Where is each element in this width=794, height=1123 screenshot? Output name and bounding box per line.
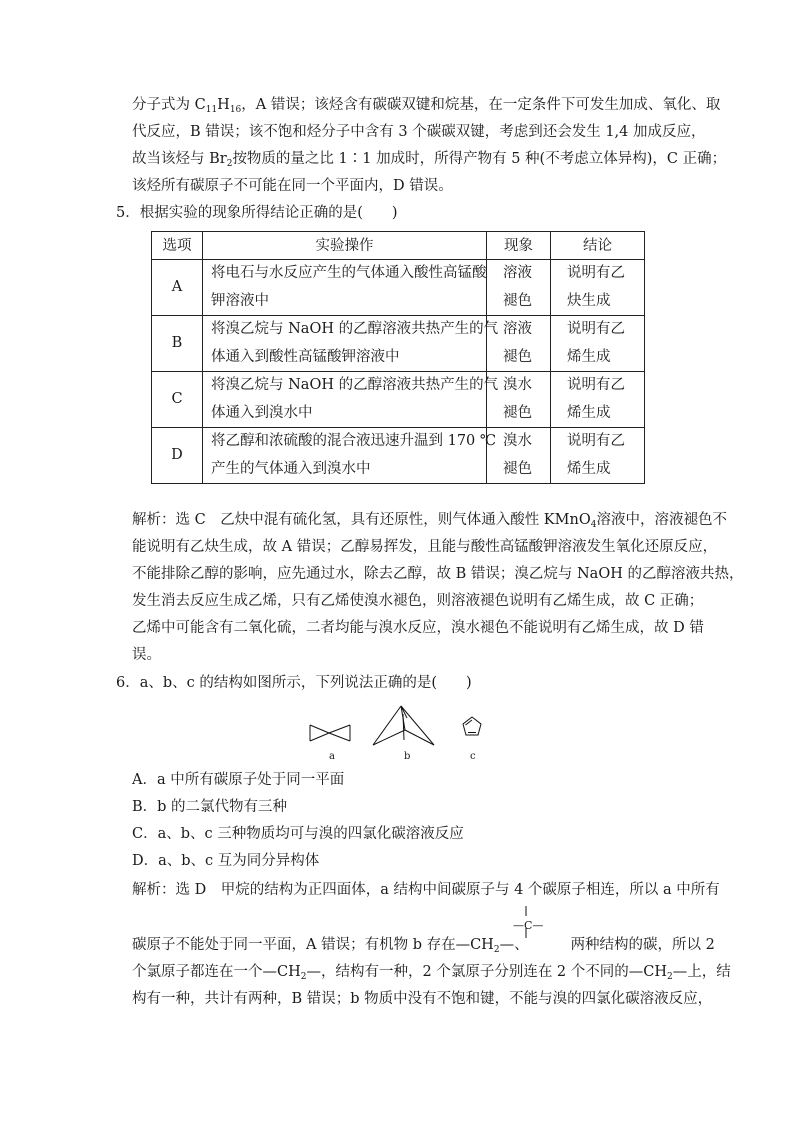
q5-analysis-line-3: 不能排除乙醇的影响，应先通过水，除去乙醇，故 B 错误；溴乙烷与 NaOH 的乙醇溶液共热， (132, 566, 744, 582)
row-phenomenon: 溴水 褪色 (487, 372, 551, 428)
molecule-c-icon (463, 717, 481, 735)
row-option: D (152, 428, 203, 484)
q6-choice-c: C．a、b、c 三种物质均可与溴的四氯化碳溶液反应 (132, 826, 464, 842)
row-operation: 将电石与水反应产生的气体通入酸性高锰酸 钾溶液中 (203, 260, 487, 316)
row-option: B (152, 316, 203, 372)
header-phenomenon: 现象 (487, 232, 551, 260)
table-row (152, 260, 645, 316)
q5-stem: 5．根据实验的现象所得结论正确的是( ) (116, 205, 398, 221)
row-conclusion: 说明有乙 烯生成 (551, 372, 645, 428)
row-phenomenon: 溶液 褪色 (487, 260, 551, 316)
molecule-b-icon (373, 706, 434, 745)
intro-line-2: 代反应，B 错误；该不饱和烃分子中含有 3 个碳碳双键，考虑到还会发生 1,4 加成反应， (132, 124, 706, 140)
row-operation: 将溴乙烷与 NaOH 的乙醇溶液共热产生的气 体通入到溴水中 (203, 372, 487, 428)
table-row (152, 372, 645, 428)
q5-analysis-line-5: 乙烯中可能含有二氧化硫，二者均能与溴水反应，溴水褪色不能说明有乙烯生成，故 D 错 (132, 620, 704, 636)
table-header-row (152, 232, 645, 260)
q5-analysis-line-2: 能说明有乙炔生成，故 A 错误；乙醇易挥发，且能与酸性高锰酸钾溶液发生氧化还原反应， (132, 539, 718, 555)
header-conclusion: 结论 (551, 232, 645, 260)
intro-line-3: 故当该烃与 $Br_2$按物质的量之比 1∶1 加成时，所得产物有 5 种(不考虑立体异构)，C 正确； (132, 151, 727, 169)
row-option: C (152, 372, 203, 428)
row-conclusion: 说明有乙 炔生成 (551, 260, 645, 316)
molecule-c-label: c (470, 751, 476, 762)
table-row (152, 316, 645, 372)
row-option: A (152, 260, 203, 316)
q6-analysis-line-4: 构有一种，共计有两种，B 错误；b 物质中没有不饱和键，不能与溴的四氯化碳溶液反应， (132, 991, 713, 1007)
row-operation: 将溴乙烷与 NaOH 的乙醇溶液共热产生的气 体通入到酸性高锰酸钾溶液中 (203, 316, 487, 372)
row-conclusion: 说明有乙 烯生成 (551, 428, 645, 484)
q6-choice-a: A．a 中所有碳原子处于同一平面 (132, 772, 345, 788)
intro-line-4: 该烃所有碳原子不可能在同一个平面内，D 错误。 (132, 178, 453, 194)
header-option: 选项 (152, 232, 203, 260)
q6-choice-b: B．b 的二氯代物有三种 (132, 799, 288, 815)
molecule-a-icon (310, 725, 350, 741)
quaternary-carbon-text: —C— (513, 919, 544, 932)
row-operation: 将乙醇和浓硫酸的混合液迅速升温到 170 ℃ 产生的气体通入到溴水中 (203, 428, 487, 484)
row-conclusion: 说明有乙 烯生成 (551, 316, 645, 372)
q5-analysis-line-6: 误。 (132, 647, 161, 663)
q5-analysis-line-1: 解析：选 C 乙炔中混有硫化氢，具有还原性，则气体通入酸性 KMnO$_4$溶液中，溶液褪色不 (132, 512, 727, 530)
row-phenomenon: 溴水 褪色 (487, 428, 551, 484)
experiment-table (151, 231, 645, 484)
q6-choice-d: D．a、b、c 互为同分异构体 (132, 853, 320, 869)
molecule-b-label: b (404, 751, 411, 762)
q5-analysis-line-4: 发生消去反应生成乙烯，只有乙烯使溴水褪色，则溶液褪色说明有乙烯生成，故 C 正确； (132, 593, 704, 609)
molecule-structures (300, 700, 500, 752)
row-phenomenon: 溶液 褪色 (487, 316, 551, 372)
q6-analysis-line-1: 解析：选 D 甲烷的结构为正四面体，a 结构中间碳原子与 4 个碳原子相连，所以 a 中所有 (132, 882, 720, 898)
molecule-a-label: a (329, 751, 335, 762)
q6-analysis-line-2: 碳原子不能处于同一平面，A 错误；有机物 b 存在$—CH_2—$、 两种结构的碳，所以 2 (132, 937, 715, 955)
q6-analysis-line-3: 个氯原子都连在一个$—CH_2—$，结构有一种，2 个氯原子分别连在 2 个不同的$—CH_2—$上，结 (132, 964, 731, 982)
header-operation: 实验操作 (203, 232, 487, 260)
intro-line-1: 分子式为 $C_{11}H_{16}$，A 错误；该烃含有碳碳双键和烷基，在一定条件下可发生加成、氧化、取 (132, 97, 721, 115)
table-row (152, 428, 645, 484)
q6-stem: 6．a、b、c 的结构如图所示，下列说法正确的是( ) (116, 675, 472, 691)
